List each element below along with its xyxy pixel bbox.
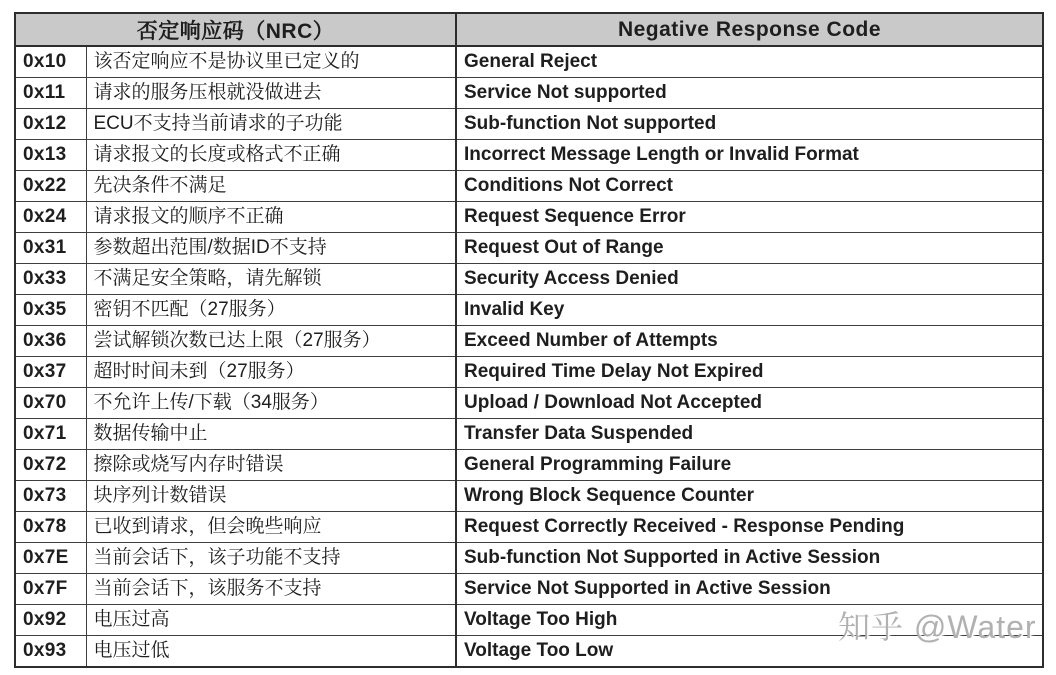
cell-zh: 不满足安全策略，请先解锁 bbox=[86, 264, 456, 295]
cell-code: 0x11 bbox=[15, 78, 86, 109]
nrc-table-header bbox=[15, 13, 1043, 46]
header-cell-nrc-zh: 否定响应码（NRC） bbox=[15, 13, 456, 46]
cell-en: Sub-function Not supported bbox=[456, 109, 1043, 140]
cell-zh: 先决条件不满足 bbox=[86, 171, 456, 202]
cell-code: 0x24 bbox=[15, 202, 86, 233]
cell-code: 0x22 bbox=[15, 171, 86, 202]
table-row bbox=[15, 171, 1043, 202]
cell-en: Conditions Not Correct bbox=[456, 171, 1043, 202]
cell-en: Sub-function Not Supported in Active Session bbox=[456, 543, 1043, 574]
table-row bbox=[15, 202, 1043, 233]
cell-code: 0x70 bbox=[15, 388, 86, 419]
cell-en: Invalid Key bbox=[456, 295, 1043, 326]
cell-zh: 请求报文的长度或格式不正确 bbox=[86, 140, 456, 171]
cell-en: Service Not Supported in Active Session bbox=[456, 574, 1043, 605]
cell-code: 0x7E bbox=[15, 543, 86, 574]
cell-en: Incorrect Message Length or Invalid Format bbox=[456, 140, 1043, 171]
cell-code: 0x71 bbox=[15, 419, 86, 450]
cell-en: Exceed Number of Attempts bbox=[456, 326, 1043, 357]
cell-en: Transfer Data Suspended bbox=[456, 419, 1043, 450]
table-row bbox=[15, 388, 1043, 419]
cell-zh: 当前会话下，该服务不支持 bbox=[86, 574, 456, 605]
table-row bbox=[15, 419, 1043, 450]
cell-code: 0x7F bbox=[15, 574, 86, 605]
table-row bbox=[15, 78, 1043, 109]
cell-zh: 不允许上传/下载（34服务） bbox=[86, 388, 456, 419]
table-row bbox=[15, 264, 1043, 295]
cell-code: 0x93 bbox=[15, 636, 86, 668]
table-row bbox=[15, 636, 1043, 668]
table-row bbox=[15, 450, 1043, 481]
cell-code: 0x72 bbox=[15, 450, 86, 481]
cell-en: Voltage Too Low bbox=[456, 636, 1043, 668]
cell-zh: ECU不支持当前请求的子功能 bbox=[86, 109, 456, 140]
table-row bbox=[15, 109, 1043, 140]
cell-zh: 参数超出范围/数据ID不支持 bbox=[86, 233, 456, 264]
cell-en: General Reject bbox=[456, 46, 1043, 78]
cell-code: 0x73 bbox=[15, 481, 86, 512]
table-row bbox=[15, 605, 1043, 636]
cell-code: 0x31 bbox=[15, 233, 86, 264]
cell-en: Service Not supported bbox=[456, 78, 1043, 109]
cell-zh: 当前会话下，该子功能不支持 bbox=[86, 543, 456, 574]
table-row bbox=[15, 46, 1043, 78]
cell-code: 0x10 bbox=[15, 46, 86, 78]
cell-zh: 数据传输中止 bbox=[86, 419, 456, 450]
header-cell-nrc-en: Negative Response Code bbox=[456, 13, 1043, 46]
cell-zh: 电压过高 bbox=[86, 605, 456, 636]
cell-en: General Programming Failure bbox=[456, 450, 1043, 481]
cell-en: Required Time Delay Not Expired bbox=[456, 357, 1043, 388]
cell-code: 0x92 bbox=[15, 605, 86, 636]
cell-zh: 超时时间未到（27服务） bbox=[86, 357, 456, 388]
nrc-table bbox=[14, 12, 1044, 668]
table-row bbox=[15, 326, 1043, 357]
cell-zh: 请求的服务压根就没做进去 bbox=[86, 78, 456, 109]
cell-code: 0x35 bbox=[15, 295, 86, 326]
cell-en: Wrong Block Sequence Counter bbox=[456, 481, 1043, 512]
table-row bbox=[15, 357, 1043, 388]
cell-code: 0x37 bbox=[15, 357, 86, 388]
table-row bbox=[15, 512, 1043, 543]
cell-zh: 已收到请求，但会晚些响应 bbox=[86, 512, 456, 543]
nrc-table-body bbox=[15, 46, 1043, 667]
table-row bbox=[15, 543, 1043, 574]
cell-zh: 块序列计数错误 bbox=[86, 481, 456, 512]
table-row bbox=[15, 574, 1043, 605]
cell-zh: 擦除或烧写内存时错误 bbox=[86, 450, 456, 481]
header-row bbox=[15, 13, 1043, 46]
cell-zh: 请求报文的顺序不正确 bbox=[86, 202, 456, 233]
cell-zh: 密钥不匹配（27服务） bbox=[86, 295, 456, 326]
table-row bbox=[15, 233, 1043, 264]
cell-code: 0x36 bbox=[15, 326, 86, 357]
table-row bbox=[15, 140, 1043, 171]
table-row bbox=[15, 481, 1043, 512]
cell-zh: 该否定响应不是协议里已定义的 bbox=[86, 46, 456, 78]
cell-en: Voltage Too High bbox=[456, 605, 1043, 636]
cell-code: 0x78 bbox=[15, 512, 86, 543]
cell-zh: 尝试解锁次数已达上限（27服务） bbox=[86, 326, 456, 357]
cell-code: 0x13 bbox=[15, 140, 86, 171]
cell-code: 0x33 bbox=[15, 264, 86, 295]
cell-en: Request Out of Range bbox=[456, 233, 1043, 264]
cell-en: Request Correctly Received - Response Pending bbox=[456, 512, 1043, 543]
zhihu-watermark: 知乎 @Water bbox=[838, 609, 1037, 645]
cell-zh: 电压过低 bbox=[86, 636, 456, 668]
cell-en: Security Access Denied bbox=[456, 264, 1043, 295]
cell-code: 0x12 bbox=[15, 109, 86, 140]
cell-en: Upload / Download Not Accepted bbox=[456, 388, 1043, 419]
table-row bbox=[15, 295, 1043, 326]
cell-en: Request Sequence Error bbox=[456, 202, 1043, 233]
